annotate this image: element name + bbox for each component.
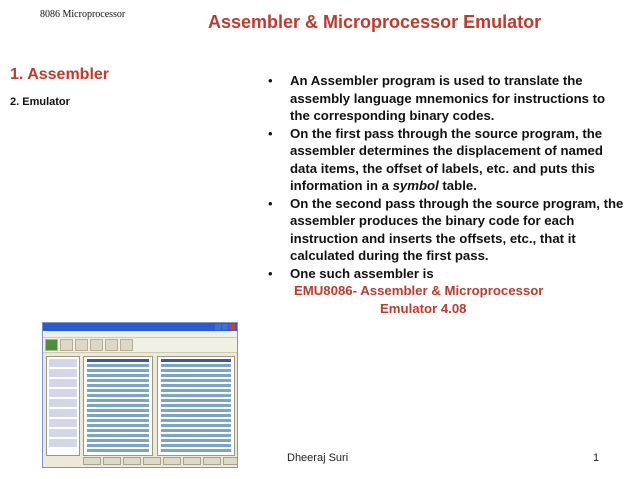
code-line [87, 369, 149, 372]
register-row [49, 389, 77, 397]
source-button [103, 457, 121, 465]
bullet-item [268, 265, 628, 318]
code-line [161, 374, 231, 377]
code-line [161, 424, 231, 427]
code-line [161, 364, 231, 367]
code-line [87, 364, 149, 367]
register-row [49, 399, 77, 407]
run-icon [105, 339, 118, 351]
page-number: 1 [593, 452, 600, 464]
bullet-item [268, 195, 628, 265]
code-line [161, 369, 231, 372]
maximize-icon [222, 324, 228, 330]
code-line [161, 404, 231, 407]
code-line [87, 439, 149, 442]
code-line [87, 409, 149, 412]
topic-list [10, 66, 109, 108]
code-line [161, 444, 231, 447]
stack-button [203, 457, 221, 465]
step-delay-icon [120, 339, 133, 351]
close-icon [229, 324, 235, 330]
code-line [87, 374, 149, 377]
code-line [161, 414, 231, 417]
code-line [161, 434, 231, 437]
code-line [161, 384, 231, 387]
footer-author: Dheeraj Suri [287, 452, 349, 464]
aux-button [143, 457, 161, 465]
slide-title: Assembler & Microprocessor Emulator [208, 12, 542, 32]
code-line [87, 399, 149, 402]
register-row [49, 359, 77, 367]
bullet-text: One such assembler is [290, 265, 434, 281]
bullet-item [268, 125, 628, 195]
register-row [49, 439, 77, 447]
vars-button [163, 457, 181, 465]
registers-panel [46, 356, 80, 456]
bullet-dot-icon: • [268, 125, 273, 141]
flags-button [223, 457, 238, 465]
code-line [87, 449, 149, 452]
code-line [87, 429, 149, 432]
bullet-text: On the second pass through the source program, the assembler produces the binary code for each instruction and inserts the offsets, etc., that it calculated during the first pass. [290, 195, 624, 263]
code-line [161, 379, 231, 382]
code-line [87, 404, 149, 407]
minimize-icon [215, 324, 221, 330]
reload-icon [60, 339, 73, 351]
code-line [87, 424, 149, 427]
register-row [49, 429, 77, 437]
debug-button [183, 457, 201, 465]
topic-emulator: 2. Emulator [10, 96, 70, 108]
window-controls [215, 324, 235, 330]
bullet-dot-icon: • [268, 195, 273, 211]
code-line [161, 389, 231, 392]
bullet-text: On the first pass through the source program, the assembler determines the displacement of named data items, the offset of labels, etc. and puts this information in a symbol table. [290, 125, 603, 193]
register-row [49, 419, 77, 427]
register-row [49, 409, 77, 417]
code-line [161, 359, 231, 362]
bullet-item [268, 72, 628, 125]
code-line [87, 419, 149, 422]
emulator-name [290, 282, 628, 317]
code-line [87, 444, 149, 447]
register-row [49, 379, 77, 387]
bullet-text: An Assembler program is used to translate the assembly language mnemonics for instructions to the corresponding binary codes. [290, 73, 606, 123]
topic-assembler: 1. Assembler [10, 66, 110, 83]
code-line [161, 449, 231, 452]
emulator-name-line2: Emulator 4.08 [380, 300, 467, 316]
code-line [161, 394, 231, 397]
emulator-window-screenshot [42, 322, 238, 468]
load-icon [45, 339, 58, 351]
code-line [87, 384, 149, 387]
code-line [87, 414, 149, 417]
emulator-toolbar [43, 338, 237, 353]
code-line [87, 394, 149, 397]
bullet-dot-icon: • [268, 265, 273, 281]
screen-button [83, 457, 101, 465]
code-line [161, 419, 231, 422]
code-line [161, 399, 231, 402]
memory-panel [83, 356, 153, 456]
single-step-icon [90, 339, 103, 351]
bullet-dot-icon: • [268, 73, 273, 88]
disassembly-panel [157, 356, 235, 456]
code-line [161, 409, 231, 412]
code-line [87, 379, 149, 382]
register-row [49, 369, 77, 377]
code-line [87, 434, 149, 437]
code-line [87, 359, 149, 362]
emulator-bottom-buttons [83, 457, 238, 465]
code-line [161, 429, 231, 432]
bullet-list [268, 72, 628, 317]
emulator-window-titlebar [43, 323, 237, 331]
code-line [161, 439, 231, 442]
emulator-name-line1: EMU8086- Assembler & Microprocessor [294, 283, 544, 298]
code-line [87, 389, 149, 392]
emulator-menubar [43, 331, 237, 338]
course-name: 8086 Microprocessor [40, 9, 126, 20]
step-back-icon [75, 339, 88, 351]
reset-button [123, 457, 141, 465]
